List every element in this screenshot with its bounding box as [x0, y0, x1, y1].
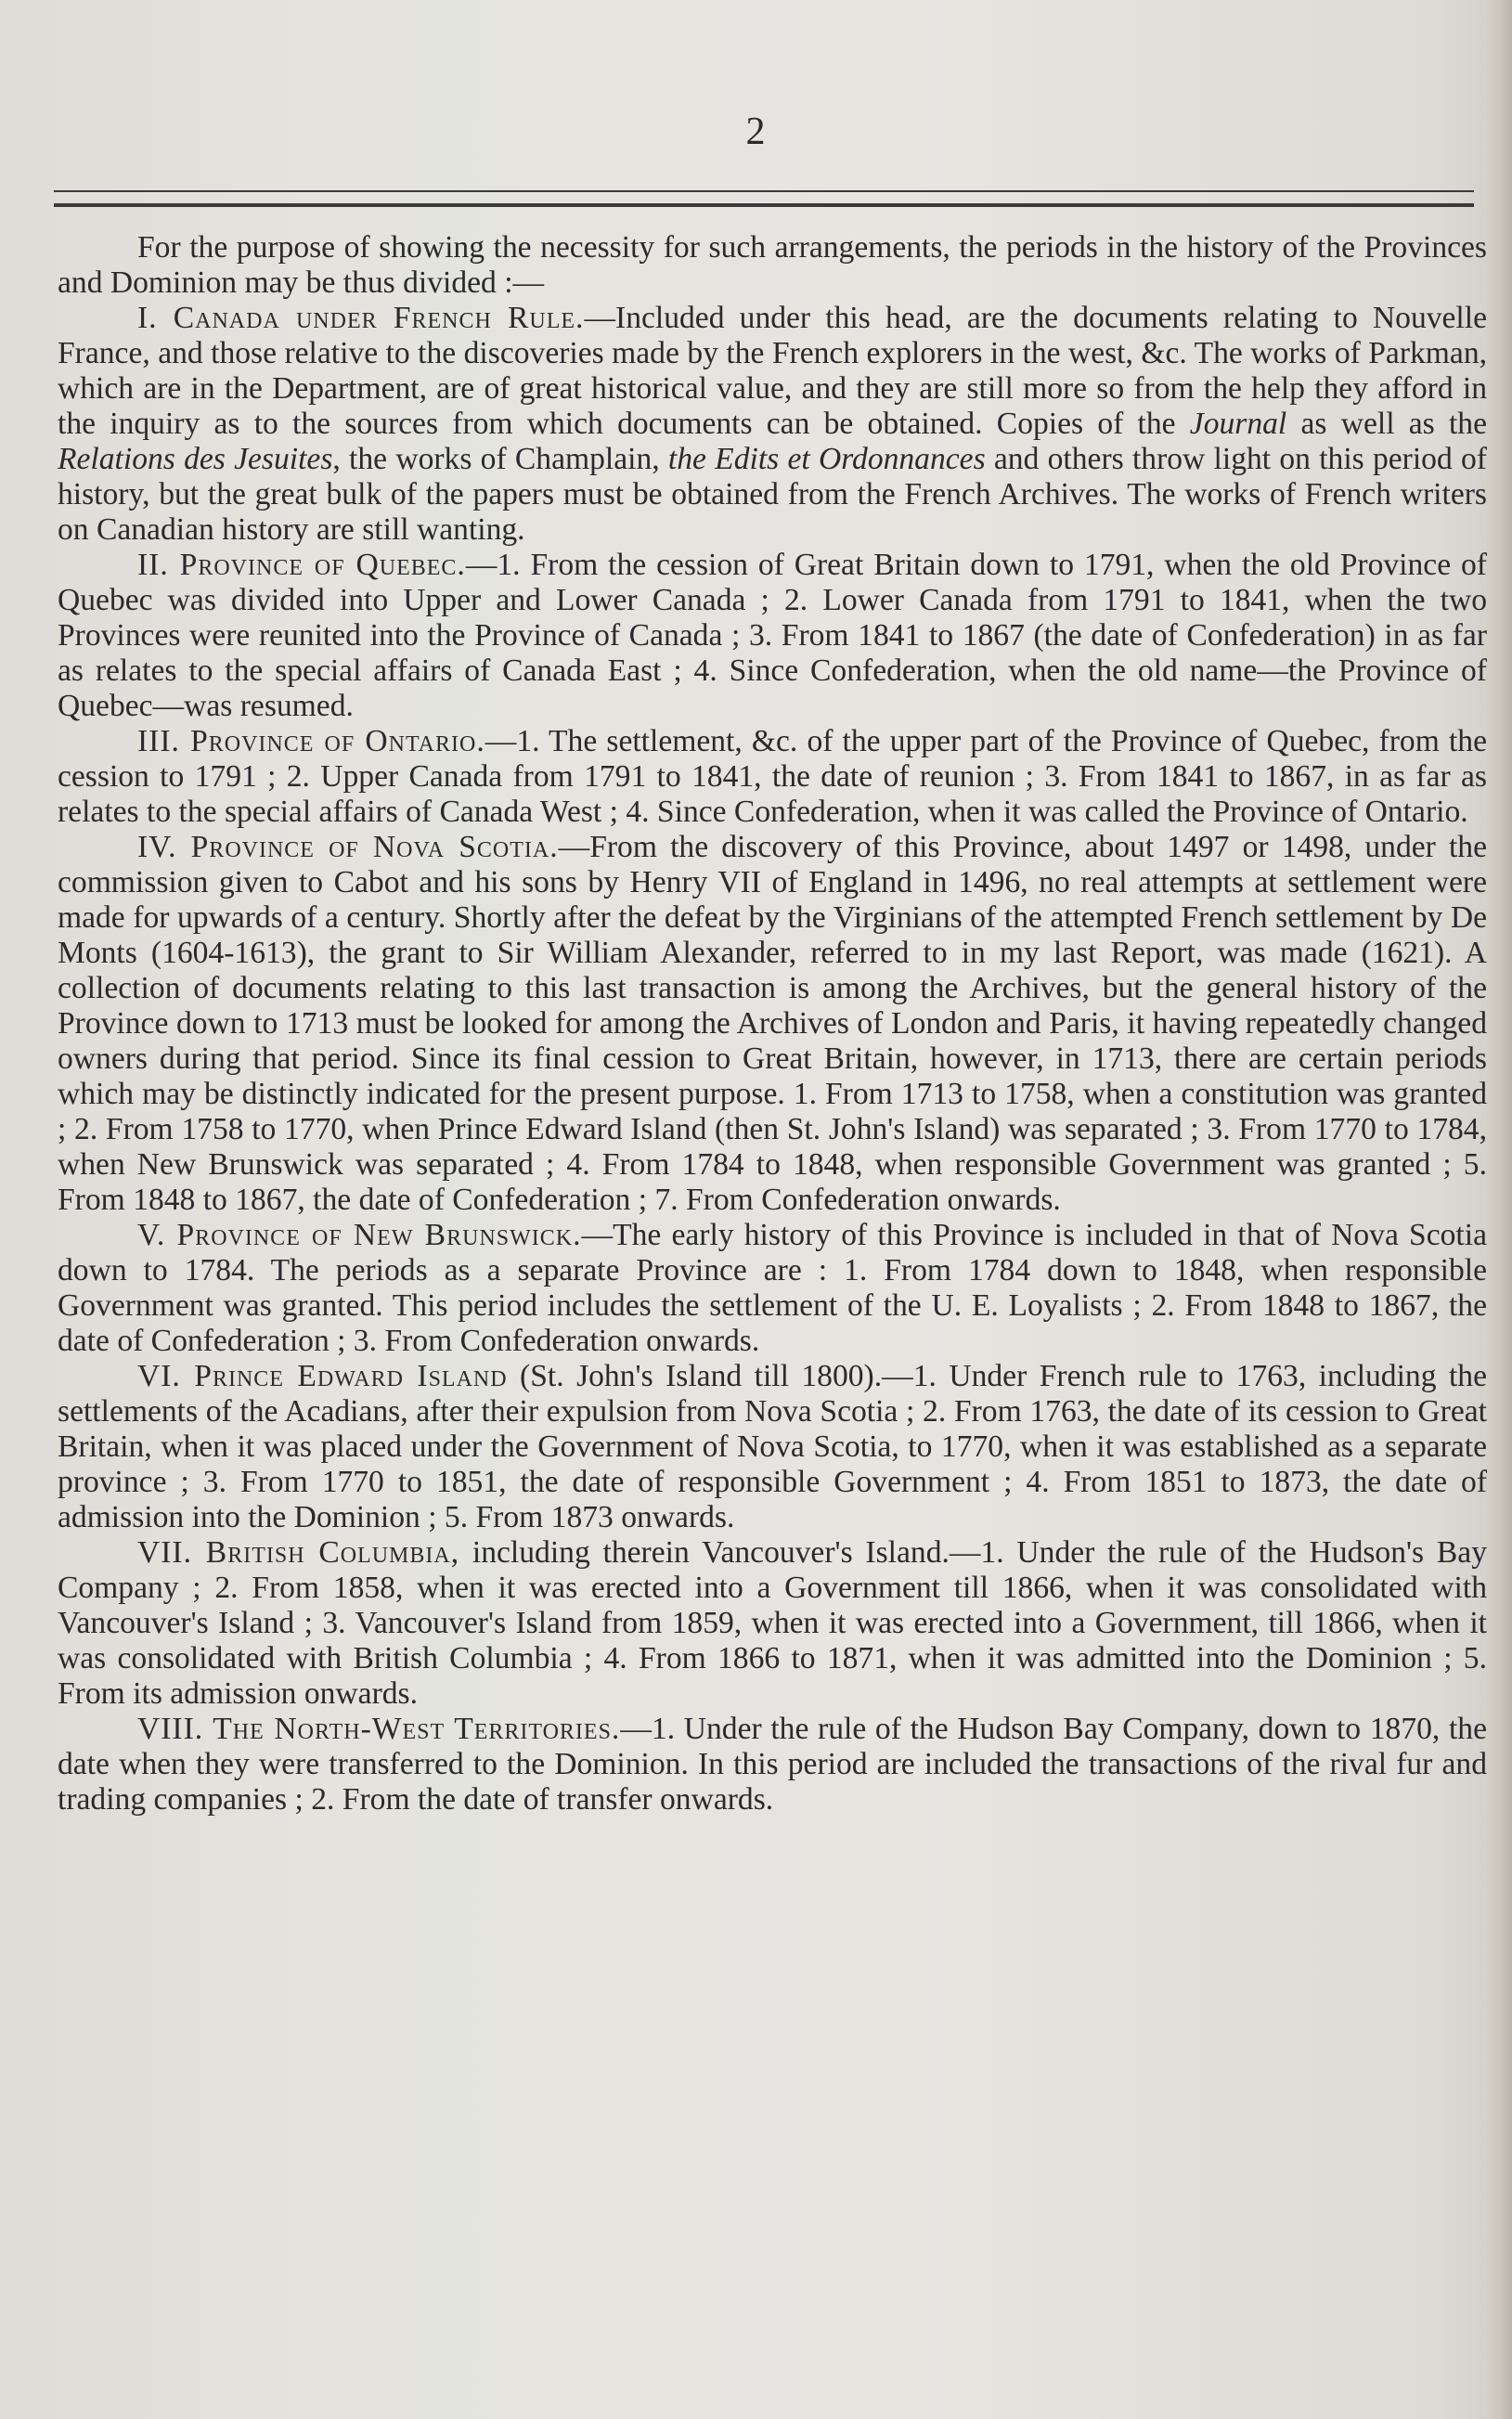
section-heading: I. Canada under French Rule. — [137, 301, 585, 335]
paragraph-province-of-quebec — [58, 548, 1487, 724]
section-heading: VIII. The North-West Territories. — [137, 1712, 621, 1746]
header-rule-thick — [54, 203, 1474, 207]
paragraph-province-of-ontario — [58, 724, 1487, 830]
paragraph-text: (St. John's Island till 1800).—1. Under French rule to 1763, including the settlements of the Acadians, after their expulsion from Nova Scotia ; 2. From 1763, the date of its cession to Great Britain, when it was placed under the Government of Nova Scotia, to 1770, when it was established as a separate province ; 3. From 1770 to 1851, the date of responsible Government ; 4. From 1851 to 1873, the date of admission into the Dominion ; 5. From 1873 onwards. — [58, 1359, 1487, 1534]
section-heading: III. Province of Ontario. — [137, 724, 485, 758]
paragraph-text: —1. From the cession of Great Britain down to 1791, when the old Province of Quebec was divided into Upper and Lower Canada ; 2. Lower Canada from 1791 to 1841, when the two Provinces were reunited into the Province of Canada ; 3. From 1841 to 1867 (the date of Confederation) in as far as relates to the special affairs of Canada East ; 4. Since Confederation, when the old name—the Province of Quebec—was resumed. — [58, 548, 1487, 723]
section-heading: VII. British Columbia, — [137, 1535, 460, 1570]
paragraph-text: —The early history of this Province is included in that of Nova Scotia down to 1784. The periods as a separate Province are : 1. From 1784 down to 1848, when responsible Government was granted. This period includes the settlement of the U. E. Loyalists ; 2. From 1848 to 1867, the date of Confederation ; 3. From Confederation onwards. — [58, 1218, 1487, 1358]
body-text — [58, 230, 1487, 1817]
section-heading: IV. Province of Nova Scotia. — [137, 830, 559, 864]
section-heading: V. Province of New Brunswick. — [137, 1218, 582, 1252]
paragraph-british-columbia — [58, 1535, 1487, 1712]
paragraph-north-west-territories — [58, 1712, 1487, 1817]
section-heading: II. Province of Quebec. — [137, 548, 466, 582]
page-number: 2 — [745, 110, 767, 153]
page-edge — [1484, 0, 1512, 2419]
paragraph-text: —From the discovery of this Province, about 1497 or 1498, under the commission given to Cabot and his sons by Henry VII of England in 1496, no real attempts at settlement were made for upwards of a century. Shortly after the defeat by the Virginians of the attempted French settlement by De Monts (1604-1613), the grant to Sir William Alexander, referred to in my last Report, was made (1621). A collection of documents relating to this last transaction is among the Archives, but the general history of the Province down to 1713 must be looked for among the Archives of London and Paris, it having repeatedly changed owners during that period. Since its final cession to Great Britain, however, in 1713, there are certain periods which may be distinctly indicated for the present purpose. 1. From 1713 to 1758, when a constitution was granted ; 2. From 1758 to 1770, when Prince Edward Island (then St. John's Island) was separated ; 3. From 1770 to 1784, when New Brunswick was separated ; 4. From 1784 to 1848, when responsible Government was granted ; 5. From 1848 to 1867, the date of Confederation ; 7. From Confederation onwards. — [58, 830, 1487, 1217]
paragraph-prince-edward-island — [58, 1359, 1487, 1535]
paragraph-text: —1. Under the rule of the Hudson Bay Company, down to 1870, the date when they were transferred to the Dominion. In this period are included the transactions of the rival fur and trading companies ; 2. From the date of transfer onwards. — [58, 1712, 1487, 1817]
paragraph-province-of-nova-scotia — [58, 830, 1487, 1218]
paragraph-text: —1. The settlement, &c. of the upper part of the Province of Quebec, from the cession to 1791 ; 2. Upper Canada from 1791 to 1841, the date of reunion ; 3. From 1841 to 1867, in as far as relates to the special affairs of Canada West ; 4. Since Confederation, when it was called the Province of Ontario. — [58, 724, 1487, 829]
paragraph-text: including therein Vancouver's Island.—1. Under the rule of the Hudson's Bay Company ; 2. From 1858, when it was erected into a Government till 1866, when it was consolidated with Vancouver's Island ; 3. Vancouver's Island from 1859, when it was erected into a Government, till 1866, when it was consolidated with British Columbia ; 4. From 1866 to 1871, when it was admitted into the Dominion ; 5. From its admission onwards. — [58, 1535, 1487, 1711]
header-rule-thin — [54, 190, 1474, 192]
section-heading: VI. Prince Edward Island — [137, 1359, 508, 1393]
paragraph-canada-under-french-rule — [58, 301, 1487, 548]
paragraph-province-of-new-brunswick — [58, 1218, 1487, 1359]
paragraph-intro — [58, 230, 1487, 301]
paragraph-text: For the purpose of showing the necessity for such arrangements, the periods in the history of the Provinces and Dominion may be thus divided :— — [58, 230, 1487, 300]
paragraph-text: —Included under this head, are the documents relating to Nouvelle France, and those relative to the discoveries made by the French explorers in the west, &c. The works of Parkman, which are in the Department, are of great historical value, and they are still more so from the help they afford in the inquiry as to the sources from which documents can be obtained. Copies of the Journal as well as the Relations des Jesuites, the works of Champlain, the Edits et Ordonnances and others throw light on this period of history, but the great bulk of the papers must be obtained from the French Archives. The works of French writers on Canadian history are still wanting. — [58, 301, 1487, 547]
